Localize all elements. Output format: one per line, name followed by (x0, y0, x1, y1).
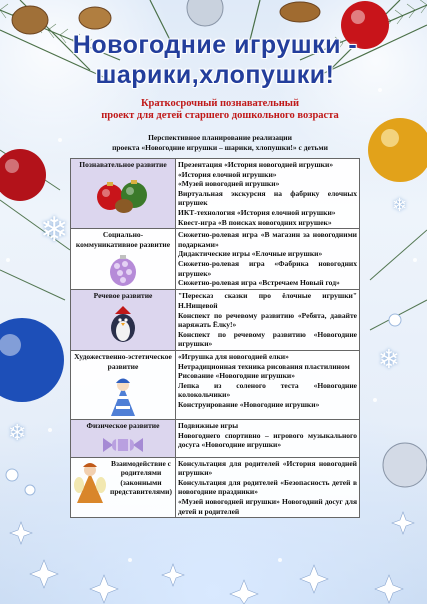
table-row (71, 350, 360, 419)
candy-cracker-icon (101, 434, 145, 456)
area-cell (71, 457, 176, 518)
area-cell (71, 350, 176, 419)
silver-bauble-icon (383, 443, 427, 487)
pine-cone-icon (280, 2, 320, 22)
table-row (71, 159, 360, 229)
bead-icon (389, 314, 401, 326)
activity-item: Сюжетно-ролевая игра «В магазин за новогодними подарками» (178, 230, 357, 249)
bead-icon (25, 485, 35, 495)
area-cell (71, 420, 176, 458)
table-row (71, 229, 360, 290)
activity-item: «Музей новогодней игрушки» Новогодний досуг для детей и родителей (178, 497, 357, 516)
area-label: Взаимодействие с родителями (законными представителями) (110, 458, 172, 497)
area-label: Социально-коммуникативное развитие (75, 230, 171, 249)
activity-item: Рисование «Новогодние игрушки» (178, 371, 296, 381)
gold-bauble-icon (368, 118, 427, 182)
subtitle-line-1: Краткосрочный познавательный (140, 98, 300, 109)
red-bauble-icon (0, 149, 46, 201)
activities-cell (176, 290, 360, 351)
activity-item: Новогоднего спортивно – игрового музыкального досуга «Новогодние игрушки» (178, 430, 357, 450)
plan-heading-line-2: проекта «Новогодние игрушки – шарики, хлопушки!» с детьми (112, 143, 328, 152)
penguin-ornament-icon (103, 304, 143, 344)
area-cell (71, 229, 176, 290)
activity-item: Нетрадиционная техника рисования пластилином (178, 361, 350, 371)
blue-bauble-icon (0, 318, 64, 402)
silver-bauble-icon (187, 0, 223, 26)
activity-item: Сюжетно-ролевая игра «Фабрика новогодних игрушек» (178, 258, 357, 278)
area-cell (71, 290, 176, 351)
activity-item: Дидактические игры «Елочные игрушки» (178, 249, 323, 259)
area-label: Художественно-эстетическое развитие (74, 351, 172, 371)
activity-item: Конструирование «Новогодние игрушки» (178, 399, 320, 409)
activity-item: Подвижные игры (178, 421, 239, 431)
pine-cone-icon (79, 7, 111, 29)
activity-item: Конспект по речевому развитию «Ребята, давайте наряжать Ёлку!» (178, 310, 357, 330)
activity-item: Консультация для родителей «История новогодней игрушки» (178, 458, 357, 478)
snowflake-icon: ❄ (392, 195, 408, 215)
plan-heading-line-1: Перспективное планирование реализации (148, 133, 292, 142)
planning-table (70, 158, 360, 518)
activity-item: Лепка из соленого теста «Новогодние колокольчики» (178, 380, 357, 400)
activity-item: Презентация «История новогодней игрушки» (178, 160, 334, 169)
table-row (71, 420, 360, 458)
activity-item: «Музей новогодней игрушки» (178, 179, 280, 189)
title-line-2: шарики,хлопушки! (95, 61, 335, 89)
activities-cell (176, 229, 360, 290)
table-row (71, 457, 360, 518)
snow-maiden-ornament-icon (106, 374, 140, 418)
angel-doll-ornament-icon (73, 459, 107, 505)
snowflake-icon: ❄ (40, 212, 69, 249)
page-title (40, 30, 390, 90)
activities-cell (176, 457, 360, 518)
activities-cell (176, 159, 360, 229)
area-cell (71, 159, 176, 229)
area-label: Познавательное развитие (79, 160, 167, 169)
table-row (71, 290, 360, 351)
activity-item: "Пересказ сказки про ёлочные игрушки" Н.Нищевой (178, 291, 357, 310)
activity-item: ИКТ-технология «История елочной игрушки» (178, 207, 336, 217)
snowflake-border (10, 512, 414, 604)
area-label: Речевое развитие (93, 291, 153, 301)
project-subtitle (80, 98, 360, 122)
activities-cell (176, 350, 360, 419)
activity-item: «История елочной игрушки» (178, 169, 277, 179)
activity-item: Конспект по речевому развитию «Новогодние игрушки» (178, 329, 357, 349)
area-label: Физическое развитие (86, 421, 160, 431)
subtitle-line-2: проект для детей старшего дошкольного возраста (101, 110, 339, 121)
activity-item: Сюжетно-ролевая игра «Встречаем Новый год» (178, 278, 340, 288)
activity-item: Консультация для родителей «Безопасность детей в новогодние праздники» (178, 477, 357, 497)
glass-cone-ornament-icon (103, 252, 143, 288)
snowflake-icon: ❄ (8, 420, 27, 445)
activity-item: Квест-игра «В поисках новогодних игрушек» (178, 217, 332, 227)
activities-cell (176, 420, 360, 458)
snowflake-icon: ❄ (378, 345, 400, 374)
plan-heading (80, 133, 360, 153)
christmas-balls-icon (92, 173, 154, 215)
activity-item: Виртуальная экскурсия на фабрику елочных игрушек (178, 188, 357, 208)
activity-item: «Игрушка для новогодней елки» (178, 351, 289, 361)
title-line-1: Новогодние игрушки - (72, 31, 358, 59)
bead-icon (6, 469, 18, 481)
